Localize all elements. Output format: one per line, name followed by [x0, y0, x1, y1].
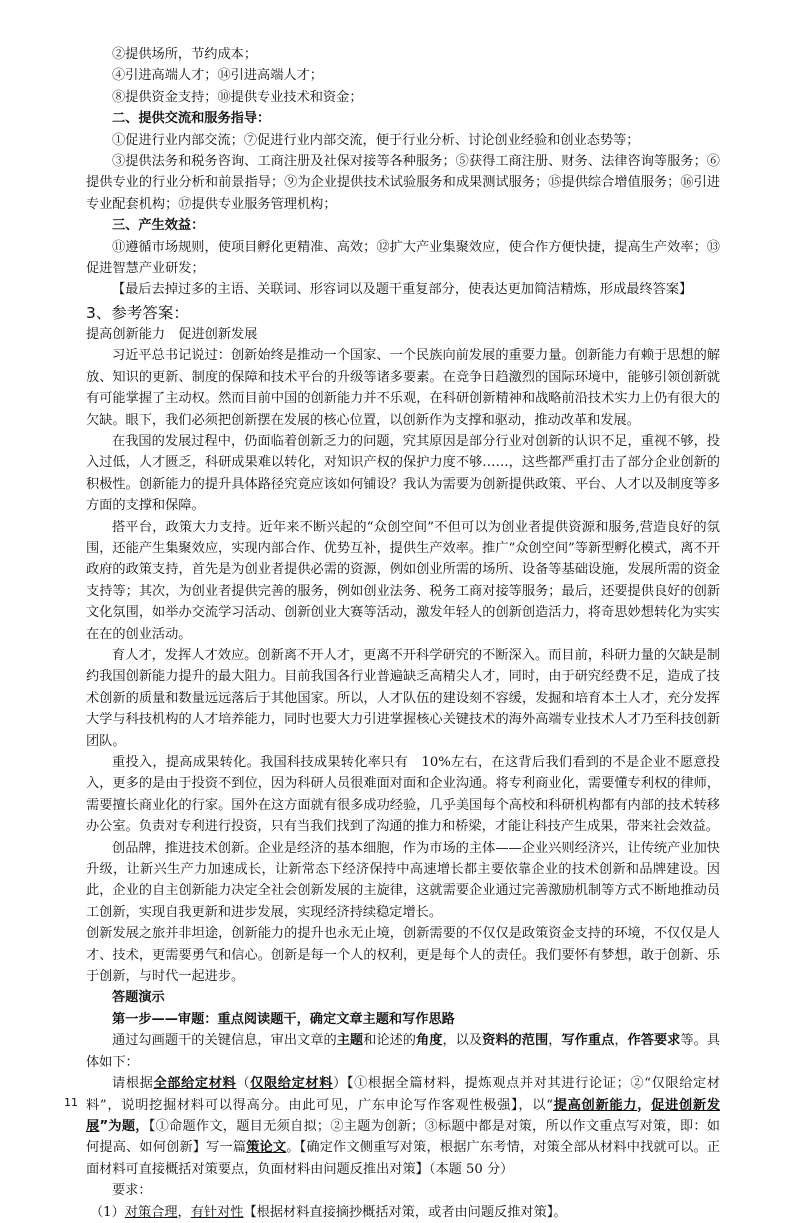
text-span: ，: [614, 1033, 628, 1049]
text-line: ④引进高端人才；⑭引进高端人才；: [112, 68, 323, 84]
essay-paragraph: 重投入，提高成果转化。我国科技成果转化率只有 10%左右，在这背后我们看到的不是企业不愿意投入，更多的是由于投资不到位，因为科研人员很难面对面和企业沟通。将专利商业化，需要懂专利权的律师，需要擅长商业化的行家。国外在这方面就有很多成功经验，几乎美国每个高校和科研机构都有内部的技术转移办公室。负责对专利进行投资，只有当我们找到了沟通的推力和桥梁，才能让科技产生成果，带来社会效益。: [86, 755, 720, 835]
keyword: 资料的范围: [482, 1033, 549, 1049]
section-title: 3、参考答案：: [86, 303, 189, 322]
analysis-paragraph: [86, 1030, 720, 1073]
section-heading: 二、提供交流和服务指导：: [112, 111, 271, 127]
step-heading: 第一步——审题：重点阅读题干，确定文章主题和写作思路: [112, 1011, 455, 1027]
keyword: 作答要求: [627, 1033, 681, 1049]
text-span: （1）: [90, 1204, 125, 1220]
text-span: ，: [637, 1097, 652, 1113]
keyword: 策论文: [246, 1140, 287, 1156]
text-span: 【①命题作文，题目无须自拟；②主题为创新；③标题中都是对策，所以作文重点写对策，即：如何提高、如何创新】写一篇: [86, 1118, 720, 1156]
document-page: [86, 44, 720, 1223]
text-span: 等。具体如下：: [86, 1033, 721, 1070]
keyword: 仅限给定材料: [250, 1076, 334, 1092]
text-span: 。【确定作文侧重写对策，根据广东考情，对策全部从材料中找就可以。正面材料可直接概括对策要点，负面材料由问题反推出对策】（本题 50 分）: [86, 1140, 721, 1177]
keyword: 角度: [416, 1033, 443, 1049]
essay-paragraph: 在我国的发展过程中，仍面临着创新乏力的问题，究其原因是部分行业对创新的认识不足，重视不够，投入过低，人才匮乏，科研成果难以转化，对知识产权的保护力度不够……，这些都严重打击了部分企业创新的积极性。创新能力的提升具体路径究竟应该如何铺设？我认为需要为创新提供政策、平台、人才以及制度等多方面的支撑和保障。: [86, 433, 720, 514]
page-number: 11: [64, 1096, 78, 1109]
keyword: 写作重点: [561, 1033, 615, 1049]
requirement-item: [86, 1202, 720, 1223]
essay-title: 提高创新能力 促进创新发展: [86, 326, 258, 342]
essay-paragraph: 育人才，发挥人才效应。创新离不开人才，更离不开科学研究的不断深入。而目前，科研力量的欠缺是制约我国创新能力提升的最大阻力。目前我国各行业普遍缺乏高精尖人才，同时，由于研究经费不足，造成了技术创新的质量和数量远远落后于其他国家。所以，人才队伍的建设刻不容缓，发掘和培育本土人才，充分发挥大学与科技机构的人才培养能力，同时也要大力引进掌握核心关键技术的海外高端专业技术人才乃至科技创新团队。: [86, 647, 720, 749]
requirements-label: 要求：: [112, 1183, 152, 1199]
demo-heading: 答题演示: [112, 990, 165, 1006]
section-heading: 三、产生效益：: [112, 218, 205, 234]
text-span: （: [236, 1076, 251, 1092]
text-span: 【根据材料直接摘抄概括对策，或者由问题反推对策】。: [243, 1204, 567, 1220]
keyword: 提高创新能力: [552, 1097, 638, 1113]
essay-paragraph: 搭平台，政策大力支持。近年来不断兴起的“众创空间”不但可以为创业者提供资源和服务,营造良好的氛围，还能产生集聚效应，实现内部合作、优势互补，提供生产效率。推广“众创空间”等新型孵化模式，离不开政府的政策支持，首先是为创业者提供必需的资源，例如创业所需的场所、设备等基础设施，发展所需的资金支持等；其次，为创业者提供完善的服务，例如创业法务、税务工商对接等服务；最后，还要提供良好的创新文化氛围，如举办交流学习活动、创新创业大赛等活动，激发年轻人的创新创造活力，将奇思妙想转化为实实在在的创业活动。: [86, 519, 720, 642]
essay-paragraph: 习近平总书记说过：创新始终是推动一个国家、一个民族向前发展的重要力量。创新能力有赖于思想的解放、知识的更新、制度的保障和技术平台的升级等诸多要素。在竞争日趋激烈的国际环境中，能够引领创新就有可能掌握了主动权。然而目前中国的创新能力并不乐观，在科研创新精神和战略前沿技术实力上仍有很大的欠缺。眼下，我们必须把创新摆在发展的核心位置，以创新作为支撑和驱动，推动改革和发展。: [86, 348, 720, 428]
keyword: 全部给定材料: [153, 1076, 237, 1092]
text-span: ）【①根据全篇材料，提炼观点并对其进行论证；②“仅限给定材料”，说明挖掘材料可以得高分。由此可见，广东申论写作客观性极强】，以“: [86, 1076, 721, 1113]
text-paragraph: ⑪遵循市场规则，使项目孵化更精准、高效；⑫扩大产业集聚效应，使合作方便快捷，提高生产效率；⑬促进智慧产业研发；: [86, 239, 720, 277]
text-paragraph: ③提供法务和税务咨询、工商注册及社保对接等各种服务；⑤获得工商注册、财务、法律咨询等服务；⑥提供专业的行业分析和前景指导；⑨为企业提供技术试验服务和成果测试服务；⑮提供综合增值服务；⑯引进专业配套机构；⑰提供专业服务管理机构；: [86, 154, 720, 212]
text-line: ②提供场所，节约成本；: [112, 47, 258, 62]
text-span: 通过勾画题干的关键信息，审出文章的: [112, 1033, 337, 1049]
text-span: ，: [177, 1204, 191, 1220]
prompt-paragraph: [86, 1073, 720, 1180]
text-span: ，以及: [442, 1033, 483, 1049]
text-span: ，: [548, 1033, 562, 1049]
text-span: 请根据: [112, 1076, 154, 1092]
note-line: 【最后去掉过多的主语、关联词、形容词以及题干重复部分，使表达更加简洁精炼，形成最终答案】: [112, 282, 693, 298]
text-line: ⑧提供资金支持；⑩提供专业技术和资金；: [112, 89, 363, 105]
keyword: 促进创新发展: [86, 1097, 721, 1134]
keyword: 对策合理: [124, 1204, 178, 1220]
keyword: 主题: [336, 1033, 364, 1049]
essay-paragraph: 创新发展之旅并非坦途，创新能力的提升也永无止境，创新需要的不仅仅是政策资金支持的环境，不仅仅是人才、技术，更需要勇气和信心。创新是每一个人的权利，更是每个人的责任。我们要怀有梦想，敢于创新、乐于创新，与时代一起进步。: [86, 926, 720, 985]
text-span: 和论述的: [363, 1033, 417, 1049]
text-line: ①促进行业内部交流；⑦促进行业内部交流，便于行业分析、讨论创业经验和创业态势等；: [112, 132, 640, 148]
essay-paragraph: 创品牌，推进技术创新。企业是经济的基本细胞，作为市场的主体——企业兴则经济兴，让传统产业加快升级，让新兴生产力加速成长，让新常态下经济保持中高速增长都主要依靠企业的技术创新和品牌建设。因此，企业的自主创新能力决定全社会创新发展的主旋律，这就需要企业通过完善激励机制等方式不断地推动员工创新，实现自我更新和进步发展，实现经济持续稳定增长。: [86, 840, 720, 920]
text-span: ”为题，: [99, 1118, 149, 1134]
keyword: 有针对性: [190, 1204, 244, 1220]
